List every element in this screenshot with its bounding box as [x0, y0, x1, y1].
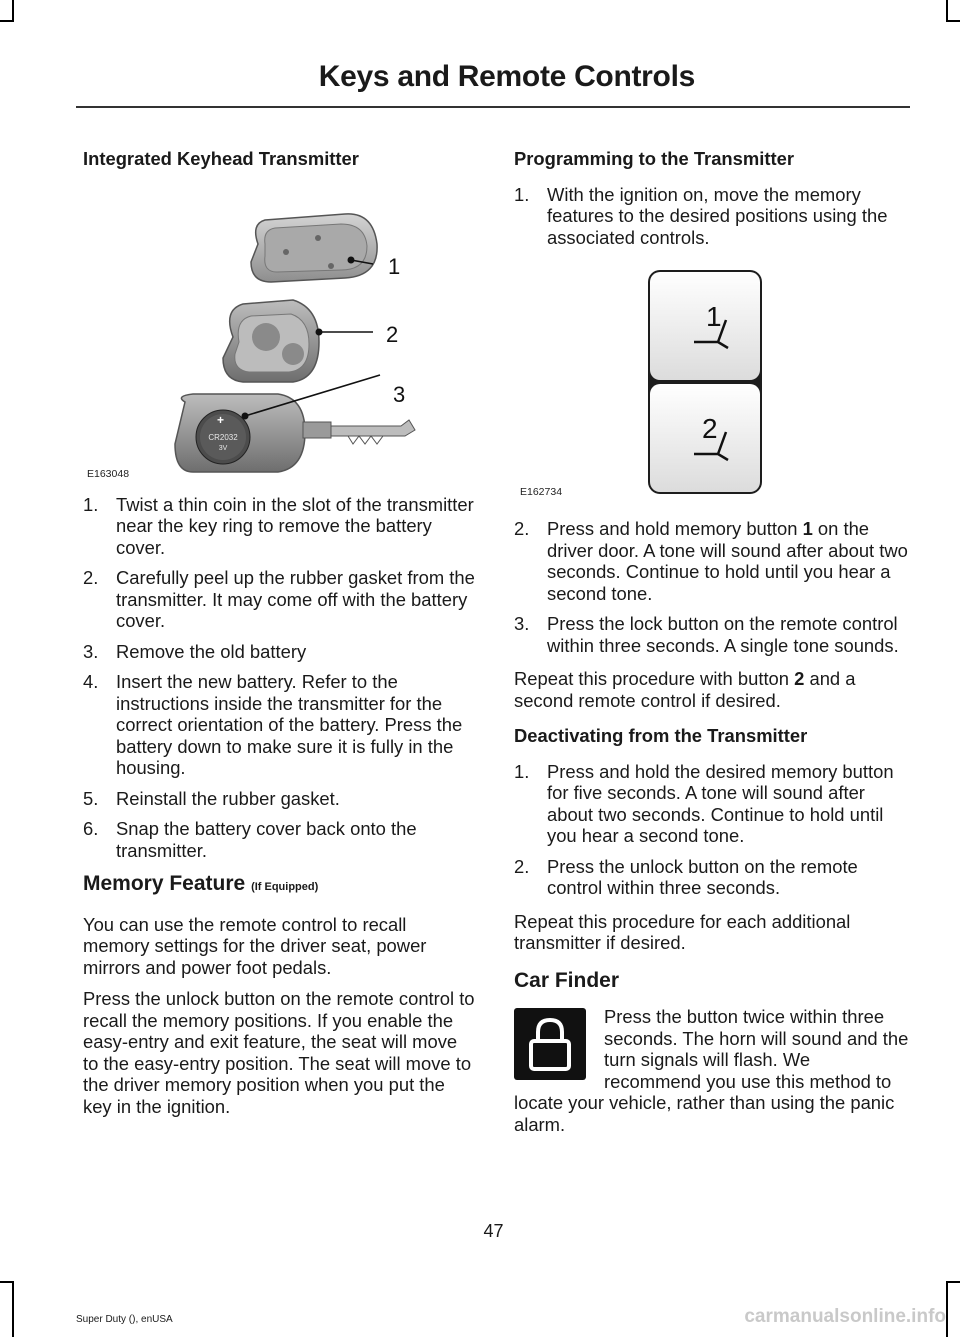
- step-number: 1.: [514, 760, 530, 782]
- watermark: carmanualsonline.info: [744, 1306, 946, 1327]
- step-number: 2.: [514, 855, 530, 877]
- rubber-gasket: [223, 300, 319, 382]
- step-text: Reinstall the rubber gasket.: [116, 787, 340, 809]
- memory-button-1-label: 1: [706, 301, 722, 332]
- step-number: 2.: [83, 567, 99, 588]
- memory-paragraph-1: You can use the remote control to recall memory settings for the driver seat, power mirrors and power foot pedals.: [83, 913, 427, 978]
- heading-memory-feature: [83, 873, 475, 899]
- step-text-bold: 1: [802, 518, 813, 539]
- crop-mark-tr-h: [946, 20, 960, 22]
- repeat-post: and a second remote control if desired.: [514, 668, 856, 711]
- transmitter-exploded-illustration: [83, 182, 475, 480]
- repeat-paragraph-2: Repeat this procedure for each additional transmitter if desired.: [514, 910, 851, 953]
- figure-code-e162734: E162734: [520, 486, 563, 498]
- callout-1: 1: [388, 253, 401, 279]
- subheading-deactivating: Deactivating from the Transmitter: [514, 725, 808, 746]
- step-number: 5.: [83, 787, 99, 809]
- memory-buttons-illustration: [514, 258, 910, 506]
- step-text-pre: Press and hold memory button: [547, 518, 803, 539]
- crop-mark-br-h: [946, 1281, 960, 1283]
- step-text: Press the unlock button on the remote control within three seconds.: [547, 855, 858, 898]
- memory-button-2-label: 2: [702, 413, 718, 444]
- step-text: With the ignition on, move the memory features to the desired positions using the associated controls.: [547, 183, 888, 248]
- page-title: Keys and Remote Controls: [318, 60, 695, 93]
- step-number: 3.: [514, 613, 530, 634]
- right-column: [514, 140, 910, 1145]
- step-text: Press the lock button on the remote control within three seconds. A single tone sounds.: [547, 613, 899, 656]
- step-number: 1.: [83, 493, 99, 515]
- list-item: [514, 613, 910, 656]
- callout-3: 3: [393, 381, 406, 407]
- repeat-paragraph: [514, 668, 910, 711]
- battery-voltage: 3V: [218, 444, 228, 452]
- memory-heading-text: Memory Feature: [83, 872, 246, 895]
- list-item: [514, 518, 910, 604]
- list-item: [514, 184, 910, 249]
- list-item: [83, 641, 475, 663]
- page-number: 47: [483, 1221, 504, 1241]
- crop-mark-bl-v: [12, 1281, 14, 1337]
- callout-2: 2: [386, 321, 399, 347]
- list-item: [83, 818, 475, 861]
- deactivating-steps-list: [514, 761, 910, 899]
- step-number: 2.: [514, 518, 530, 539]
- crop-mark-tr-v: [946, 0, 948, 22]
- figure-transmitter: [83, 182, 475, 480]
- step-text: Twist a thin coin in the slot of the transmitter near the key ring to remove the battery cover.: [116, 493, 474, 558]
- header-rule: [76, 106, 910, 108]
- lock-icon: [514, 1008, 586, 1080]
- figure-memory-buttons: [514, 258, 910, 506]
- step-number: 6.: [83, 818, 99, 839]
- left-column: [83, 140, 475, 1127]
- crop-mark-tl-h: [0, 20, 14, 22]
- step-text: Snap the battery cover back onto the transmitter.: [116, 818, 417, 861]
- battery-plus-symbol: +: [217, 412, 225, 427]
- memory-heading-note: (If Equipped): [251, 881, 319, 893]
- step-number: 4.: [83, 671, 99, 692]
- callout-dot-3: [242, 412, 249, 419]
- programming-step-1: [514, 184, 910, 249]
- list-item: [83, 494, 475, 559]
- memory-button-1: [650, 272, 760, 380]
- crop-mark-tl-v: [12, 0, 14, 22]
- step-text: Remove the old battery: [116, 640, 307, 662]
- subheading-programming: Programming to the Transmitter: [514, 148, 794, 169]
- callout-dot-2: [316, 328, 323, 335]
- crop-mark-br-v: [946, 1281, 948, 1337]
- step-text: Insert the new battery. Refer to the instructions inside the transmitter for the correct orientation of the battery. Press the battery down to make sure it is fully in the housing.: [116, 671, 463, 778]
- step-number: 1.: [514, 183, 530, 205]
- battery-cover: [251, 213, 377, 281]
- crop-mark-bl-h: [0, 1281, 14, 1283]
- list-item: [514, 856, 910, 899]
- figure-code-e163048: E163048: [87, 467, 130, 480]
- battery-label: CR2032: [208, 432, 238, 442]
- memory-paragraph-2: Press the unlock button on the remote control to recall the memory positions. If you enable the easy-entry and exit feature, the seat will move to the easy-entry position. The seat will move to the driver memory position when you put the key in the ignition.: [83, 988, 475, 1117]
- callout-dot-1: [348, 256, 355, 263]
- list-item: [83, 671, 475, 779]
- repeat-pre: Repeat this procedure with button: [514, 668, 795, 689]
- step-text: Press and hold the desired memory button for five seconds. A tone will sound after about two seconds. Continue to hold until you hear a second tone.: [547, 760, 894, 846]
- car-finder-block: [514, 1006, 910, 1135]
- repeat-bold: 2: [794, 668, 805, 689]
- step-number: 3.: [83, 640, 99, 662]
- list-item: [83, 567, 475, 632]
- step-text-post: on the driver door. A tone will sound after about two seconds. Continue to hold until you hear a second tone.: [547, 518, 908, 604]
- subheading-keyhead: Integrated Keyhead Transmitter: [83, 148, 359, 169]
- list-item: [83, 788, 475, 810]
- footer-text: Super Duty (), enUSA: [76, 1314, 173, 1325]
- step-text: Carefully peel up the rubber gasket from the transmitter. It may come off with the battery cover.: [116, 567, 475, 631]
- battery-steps-list: [83, 494, 475, 862]
- car-finder-text: Press the button twice within three seconds. The horn will sound and the turn signals will flash. We recommend you use this method to locate your vehicle, rather than using the panic alarm.: [514, 1006, 909, 1135]
- list-item: [514, 761, 910, 847]
- programming-steps-2-3: [514, 518, 910, 656]
- heading-car-finder: Car Finder: [514, 968, 620, 992]
